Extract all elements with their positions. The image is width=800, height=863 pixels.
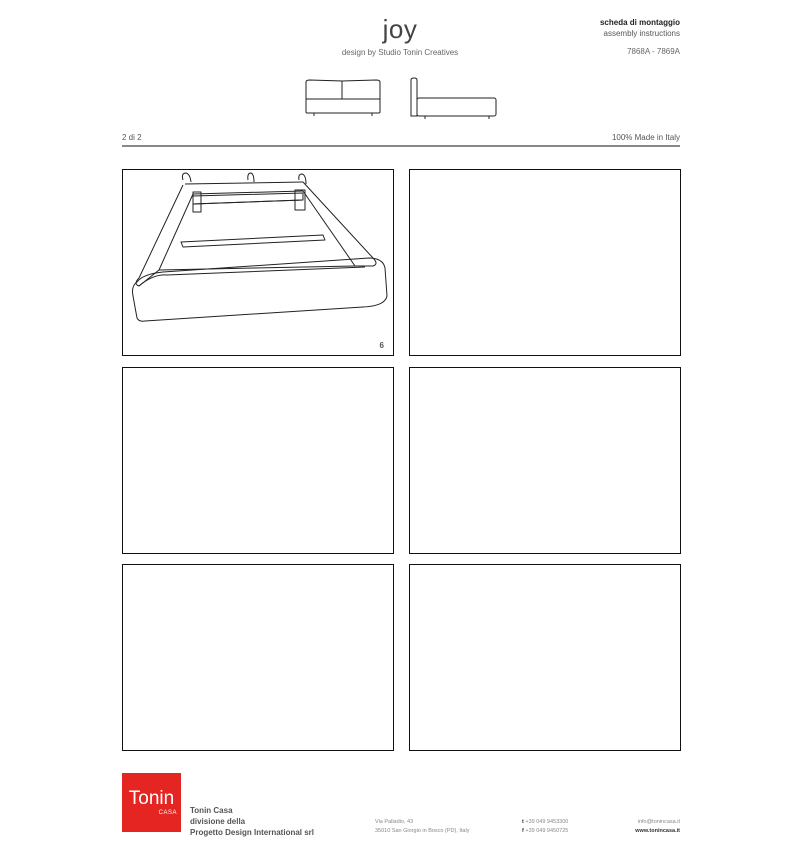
- address-city: 35010 San Giorgio in Bosco (PD), Italy: [375, 828, 470, 834]
- company-phones: [522, 818, 568, 836]
- logo-wordmark: Tonin: [128, 788, 175, 809]
- page-title: joy: [382, 14, 418, 44]
- bed-front-view-illustration: [300, 76, 390, 122]
- phone-label: t: [522, 819, 524, 825]
- company-address: [375, 818, 469, 836]
- fax-number: +39 049 9450725: [525, 828, 569, 834]
- instruction-panel-4: [409, 367, 681, 554]
- company-info: [190, 805, 314, 838]
- logo-subtitle: CASA: [158, 810, 177, 816]
- made-in-italy-label: 100% Made in Italy: [611, 133, 680, 142]
- designer-credit: design by Studio Tonin Creatives: [341, 48, 459, 57]
- sheet-type-english: assembly instructions: [603, 29, 680, 38]
- bed-side-view-illustration: [405, 76, 500, 122]
- company-email[interactable]: info@tonincasa.it: [637, 819, 680, 825]
- header-divider: [122, 145, 680, 147]
- instruction-panel-3: [122, 367, 394, 554]
- address-street: Via Palladio, 43: [375, 819, 414, 825]
- step-number: 6: [379, 341, 384, 350]
- product-codes: 7868A - 7869A: [627, 47, 680, 56]
- instruction-panel-1: [122, 169, 394, 356]
- phone-number: +39 049 9453300: [525, 819, 569, 825]
- company-division: divisione della: [190, 817, 246, 826]
- fax-label: f: [522, 828, 524, 834]
- sheet-type: scheda di montaggio: [599, 18, 680, 27]
- company-name: Tonin Casa: [190, 806, 233, 815]
- instruction-panel-5: [122, 564, 394, 751]
- company-website[interactable]: www.tonincasa.it: [635, 828, 680, 834]
- tonin-casa-logo: [122, 773, 181, 832]
- instruction-panel-6: [409, 564, 681, 751]
- bed-frame-assembly-illustration: [123, 170, 393, 355]
- company-parent: Progetto Design International srl: [190, 828, 315, 837]
- company-web: [635, 818, 680, 836]
- instruction-panel-2: [409, 169, 681, 356]
- page-number: 2 di 2: [122, 133, 142, 142]
